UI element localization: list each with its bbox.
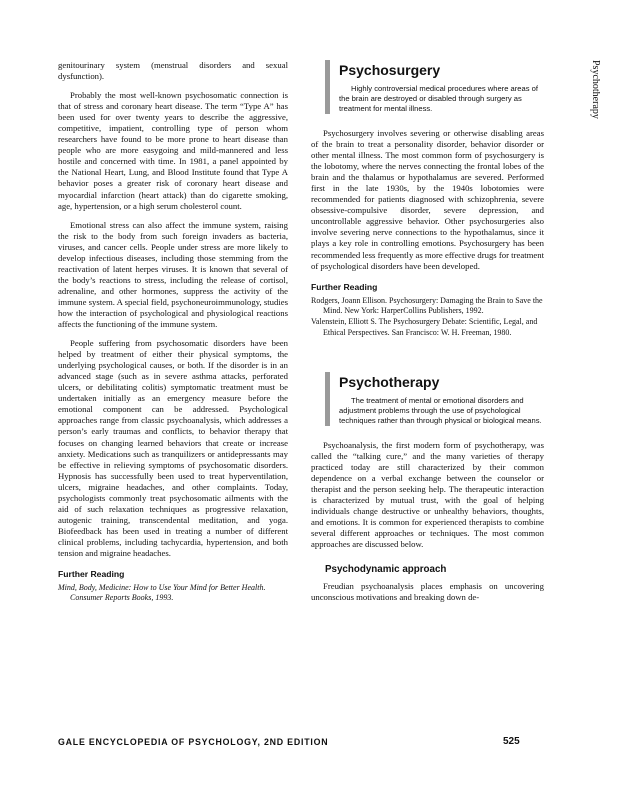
reference-entry: Rodgers, Joann Ellison. Psychosurgery: Damaging the Brain to Save the Mind. New York: HarperCollins Publishers, 1992.	[311, 295, 543, 315]
psychotherapy-definition: The treatment of mental or emotional disorders and adjustment problems through the use of psychological techniques rather than through physical or biological means.	[339, 395, 542, 425]
right-column	[311, 60, 544, 611]
psychosurgery-body: Psychosurgery involves severing or otherwise disabling areas of the brain to treat a personality disorder, behavior disorder or other mental illness. The most common form of psychosurgery is the lobotomy, where the nerves connecting the frontal lobes of the brain and the thalamus or hypothalamus are severed. Performed first in the late 1930s, by the 1940s lobotomies were recommended for patients diagnosed with schizophrenia, severe obsessive-compulsive disorder, severe depression, and uncontrollable aggressive behavior. Other psychosurgeries also involve severing nerve connections to the hypothalamus, since it plays a key role in controlling emotions. Psychosurgery has been recommended less frequently as more effective drugs for treatment of psychological disorders have been developed.	[311, 128, 544, 271]
page-number: 525	[503, 736, 520, 747]
left-paragraph-0: genitourinary system (menstrual disorders and sexual dysfunction).	[58, 60, 288, 82]
section-side-tab: Psychotherapy	[590, 60, 601, 119]
footer-publication: GALE ENCYCLOPEDIA OF PSYCHOLOGY, 2ND EDITION	[58, 737, 329, 747]
psychotherapy-body-continued: Freudian psychoanalysis places emphasis on uncovering unconscious motivations and breaking down de-	[311, 581, 544, 603]
psychodynamic-subheading: Psychodynamic approach	[325, 564, 447, 576]
psychotherapy-title: Psychotherapy	[339, 373, 440, 390]
psychotherapy-body: Psychoanalysis, the first modern form of psychotherapy, was called the “talking cure,” and the many varieties of therapy practiced today are still characterized by their common dependence on a verbal exchange between the counselor or therapist and the person seeking help. The therapeutic interaction is characterized by mutual trust, with the goal of helping individuals change destructive or unhealthy behaviors, thoughts, and emotions. It is common for experienced therapists to combine several different approaches or techniques. The most common approaches are discussed below.	[311, 439, 544, 550]
psychosurgery-header	[325, 60, 544, 114]
further-reading-heading: Further Reading	[58, 569, 125, 580]
psychosurgery-title: Psychosurgery	[339, 62, 441, 78]
further-reading-heading: Further Reading	[311, 281, 378, 292]
reference-entry: Mind, Body, Medicine: How to Use Your Mind for Better Health. Consumer Reports Books, 1993.	[58, 583, 266, 603]
psychotherapy-header	[325, 372, 544, 426]
reference-entry: Valenstein, Elliott S. The Psychosurgery Debate: Scientific, Legal, and Ethical Perspectives. San Francisco: W. H. Freeman, 1980.	[311, 317, 538, 337]
left-column	[58, 60, 288, 605]
left-paragraph-3: People suffering from psychosomatic disorders have been helped by treatment of either their physical symptoms, the underlying psychological causes, or both. If the disorder is in an advanced stage (such as in severe asthma attacks, perforated ulcers, or debilitating colitis) symptomatic treatment must be undertaken initially as an emergency measure before the emotional component can be addressed. Psychological approaches range from classic psychoanalysis, which addresses a person’s early traumas and conflicts, to behavior therapy that focuses on changing learned behaviors that create or increase anxiety. Medications such as tranquilizers or antidepressants may be effective in relieving symptoms of psychosomatic disorders. Hypnosis has successfully been used to treat hyperventilation, ulcers, migraine headaches, and other complaints. Today, psychologists commonly treat psychosomatic ailments with the aid of such relaxation techniques as progressive relaxation, autogenic training, transcendental meditation, and yoga. Biofeedback has been used in treating a number of different clinical problems, including tachycardia, hypertension, and both tension and migraine headaches.	[58, 338, 288, 558]
left-paragraph-2: Emotional stress can also affect the immune system, raising the risk to the body from such foreign invaders as bacteria, viruses, and cancer cells. People under stress are more likely to develop infectious diseases, including those stemming from the reactivation of latent herpes viruses. It is known that several of the body’s reactions to stress, including the release of cortisol, adrenaline, and other hormones, suppress the activity of the immune system. A special field, psychoneuroimmunology, studies how the interaction of psychological and physiological reactions affects the functioning of the immune system.	[58, 219, 288, 330]
psychosurgery-definition: Highly controversial medical procedures where areas of the brain are destroyed or disabled through surgery as treatment for mental illness.	[339, 84, 538, 113]
left-paragraph-1: Probably the most well-known psychosomatic connection is that of stress and coronary heart disease. The term “Type A” has been used for over twenty years to describe the aggressive, competitive, impatient, controlling type of person whom researchers have found to be more prone to heart disease than people who are more easygoing and mild-mannered and less hostile and concerned with time. In 1981, a panel appointed by the National Heart, Lung, and Blood Institute found that Type A behavior poses a greater risk of coronary heart disease and myocardial infarction (heart attack) than do cigarette smoking, age, hypertension, or a high serum cholesterol count.	[58, 90, 288, 211]
